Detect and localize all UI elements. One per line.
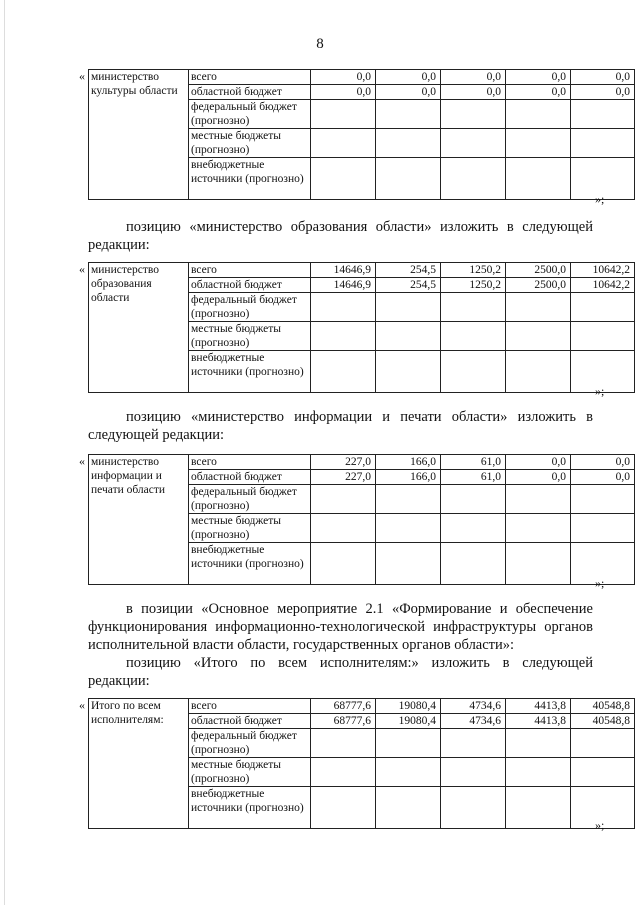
amount-cell: 68777,6 (311, 714, 376, 729)
amount-cell (506, 787, 571, 829)
funding-source-cell: федеральный бюджет (прогнозно) (189, 729, 311, 758)
amount-cell: 0,0 (571, 70, 635, 85)
amount-cell (571, 485, 635, 514)
amount-cell (311, 158, 376, 200)
amount-cell: 0,0 (506, 70, 571, 85)
amount-cell (571, 758, 635, 787)
page-number: 8 (316, 36, 324, 52)
amount-cell: 166,0 (376, 470, 441, 485)
closing-quote: »; (595, 192, 605, 206)
funding-source-cell: внебюджетные источники (прогнозно) (189, 543, 311, 585)
table-row (89, 699, 635, 714)
opening-quote: « (79, 262, 85, 276)
funding-source-cell: всего (189, 263, 311, 278)
amount-cell (441, 729, 506, 758)
amount-cell (506, 729, 571, 758)
amount-cell (506, 322, 571, 351)
closing-quote: »; (595, 384, 605, 398)
amount-cell: 1250,2 (441, 278, 506, 293)
amount-cell (506, 351, 571, 393)
amount-cell (376, 787, 441, 829)
amount-cell: 19080,4 (376, 714, 441, 729)
funding-source-cell: внебюджетные источники (прогнозно) (189, 351, 311, 393)
paragraph-education: позицию «министерство образования области» изложить в следующей редакции: (88, 219, 593, 253)
funding-source-cell: всего (189, 70, 311, 85)
amount-cell: 2500,0 (506, 263, 571, 278)
amount-cell (441, 758, 506, 787)
amount-cell: 0,0 (506, 470, 571, 485)
funding-source-cell: федеральный бюджет (прогнозно) (189, 100, 311, 129)
amount-cell (441, 514, 506, 543)
amount-cell (571, 100, 635, 129)
amount-cell: 4413,8 (506, 714, 571, 729)
amount-cell (441, 158, 506, 200)
amount-cell: 14646,9 (311, 278, 376, 293)
amount-cell (311, 129, 376, 158)
funding-source-cell: областной бюджет (189, 278, 311, 293)
amount-cell (311, 293, 376, 322)
funding-source-cell: внебюджетные источники (прогнозно) (189, 158, 311, 200)
amount-cell: 40548,8 (571, 714, 635, 729)
amount-cell: 0,0 (571, 85, 635, 100)
amount-cell (311, 351, 376, 393)
amount-cell (311, 729, 376, 758)
funding-source-cell: областной бюджет (189, 85, 311, 100)
amount-cell (571, 129, 635, 158)
amount-cell (376, 485, 441, 514)
amount-cell (506, 485, 571, 514)
amount-cell (311, 758, 376, 787)
amount-cell: 2500,0 (506, 278, 571, 293)
amount-cell (311, 100, 376, 129)
opening-quote: « (79, 698, 85, 712)
funding-source-cell: всего (189, 455, 311, 470)
amount-cell (441, 351, 506, 393)
amount-cell: 61,0 (441, 455, 506, 470)
amount-cell: 61,0 (441, 470, 506, 485)
amount-cell: 0,0 (506, 455, 571, 470)
amount-cell: 0,0 (311, 70, 376, 85)
executor-cell: министерство культуры области (89, 70, 189, 200)
amount-cell: 0,0 (376, 70, 441, 85)
scan-margin-line (4, 0, 5, 905)
amount-cell: 254,5 (376, 263, 441, 278)
funding-source-cell: местные бюджеты (прогнозно) (189, 758, 311, 787)
amount-cell (376, 351, 441, 393)
budget-table-total (88, 698, 635, 829)
executor-cell: Итого по всем исполнителям: (89, 699, 189, 829)
amount-cell: 40548,8 (571, 699, 635, 714)
funding-source-cell: местные бюджеты (прогнозно) (189, 322, 311, 351)
amount-cell: 4734,6 (441, 699, 506, 714)
amount-cell: 1250,2 (441, 263, 506, 278)
amount-cell (506, 129, 571, 158)
funding-source-cell: областной бюджет (189, 714, 311, 729)
executor-cell: министерство образования области (89, 263, 189, 393)
amount-cell: 0,0 (376, 85, 441, 100)
funding-source-cell: местные бюджеты (прогнозно) (189, 514, 311, 543)
amount-cell: 19080,4 (376, 699, 441, 714)
amount-cell (376, 322, 441, 351)
opening-quote: « (79, 69, 85, 83)
amount-cell (441, 293, 506, 322)
amount-cell (376, 543, 441, 585)
amount-cell: 0,0 (441, 85, 506, 100)
amount-cell (441, 322, 506, 351)
amount-cell (571, 322, 635, 351)
amount-cell: 0,0 (311, 85, 376, 100)
amount-cell (441, 100, 506, 129)
closing-quote: »; (595, 576, 605, 590)
amount-cell: 0,0 (571, 470, 635, 485)
amount-cell: 166,0 (376, 455, 441, 470)
amount-cell (441, 485, 506, 514)
amount-cell (311, 787, 376, 829)
paragraph-main-activity: в позиции «Основное мероприятие 2.1 «Формирование и обеспечение функционирования информационно-технологической инфраструктуры органов исполнительной власти области, государственных органов области»: (88, 601, 593, 653)
amount-cell (571, 729, 635, 758)
amount-cell (376, 729, 441, 758)
amount-cell: 68777,6 (311, 699, 376, 714)
table-row (89, 70, 635, 85)
amount-cell: 10642,2 (571, 278, 635, 293)
amount-cell: 0,0 (571, 455, 635, 470)
amount-cell: 227,0 (311, 455, 376, 470)
amount-cell (376, 514, 441, 543)
amount-cell: 14646,9 (311, 263, 376, 278)
amount-cell: 227,0 (311, 470, 376, 485)
amount-cell (441, 543, 506, 585)
amount-cell (311, 543, 376, 585)
amount-cell: 4413,8 (506, 699, 571, 714)
funding-source-cell: федеральный бюджет (прогнозно) (189, 293, 311, 322)
budget-table-information (88, 454, 635, 585)
budget-table-education (88, 262, 635, 393)
budget-table-culture (88, 69, 635, 200)
amount-cell (311, 514, 376, 543)
executor-cell: министерство информации и печати области (89, 455, 189, 585)
amount-cell (506, 514, 571, 543)
amount-cell (571, 293, 635, 322)
funding-source-cell: областной бюджет (189, 470, 311, 485)
amount-cell: 0,0 (441, 70, 506, 85)
amount-cell (441, 129, 506, 158)
table-row (89, 263, 635, 278)
amount-cell (506, 758, 571, 787)
amount-cell: 0,0 (506, 85, 571, 100)
amount-cell (506, 293, 571, 322)
amount-cell (311, 322, 376, 351)
table-row (89, 455, 635, 470)
amount-cell (571, 514, 635, 543)
funding-source-cell: местные бюджеты (прогнозно) (189, 129, 311, 158)
amount-cell (376, 293, 441, 322)
amount-cell (376, 100, 441, 129)
amount-cell: 254,5 (376, 278, 441, 293)
amount-cell: 4734,6 (441, 714, 506, 729)
amount-cell (441, 787, 506, 829)
amount-cell (311, 485, 376, 514)
amount-cell (506, 100, 571, 129)
amount-cell (506, 158, 571, 200)
amount-cell (376, 158, 441, 200)
funding-source-cell: всего (189, 699, 311, 714)
funding-source-cell: федеральный бюджет (прогнозно) (189, 485, 311, 514)
opening-quote: « (79, 454, 85, 468)
amount-cell (376, 129, 441, 158)
paragraph-information: позицию «министерство информации и печати области» изложить в следующей редакции: (88, 409, 593, 443)
amount-cell (376, 758, 441, 787)
amount-cell (506, 543, 571, 585)
paragraph-total: позицию «Итого по всем исполнителям:» изложить в следующей редакции: (88, 655, 593, 689)
closing-quote: »; (595, 818, 605, 832)
funding-source-cell: внебюджетные источники (прогнозно) (189, 787, 311, 829)
amount-cell: 10642,2 (571, 263, 635, 278)
